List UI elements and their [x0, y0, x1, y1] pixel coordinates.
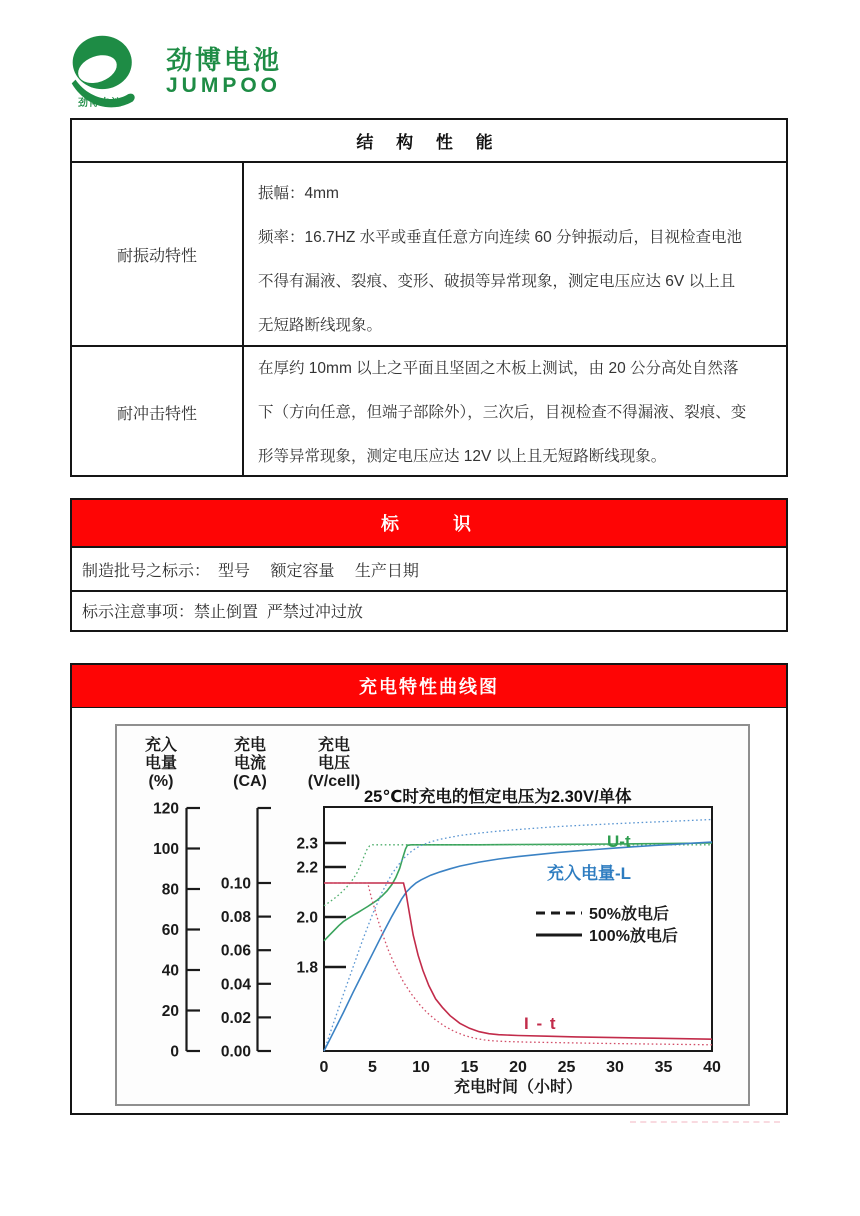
row-content-impact: 在厚约 10mm 以上之平面且坚固之木板上测试，由 20 公分高处自然落 下（方向任意，但端子部除外），三次后，目视检查不得漏液、裂痕、变 形等异常现象，测定电压应达 12V 以上且无短路断线现象。	[258, 360, 747, 465]
axis-current	[221, 808, 271, 1061]
row-label-vibration: 耐振动特性	[72, 163, 244, 345]
label-i-t: I - t	[524, 1014, 557, 1033]
svg-text:0.06: 0.06	[220, 942, 251, 960]
logo-small-text: 劲博电池	[78, 98, 122, 109]
axis-time	[320, 1059, 721, 1096]
label-charged-capacity: 充入电量-L	[547, 864, 632, 883]
chart-title: 25℃时充电的恒定电压为2.30V/单体	[364, 788, 632, 806]
brand-text	[166, 46, 282, 98]
svg-text:(V/cell): (V/cell)	[307, 773, 361, 790]
svg-text:0.00: 0.00	[220, 1043, 251, 1061]
svg-text:1.8: 1.8	[296, 959, 318, 977]
company-logo	[64, 28, 364, 114]
svg-text:40: 40	[161, 962, 179, 980]
structure-table-title: 结 构 性 能	[72, 120, 786, 163]
svg-text:0: 0	[170, 1043, 179, 1061]
svg-text:充电: 充电	[233, 737, 267, 754]
row-label-impact: 耐冲击特性	[72, 347, 244, 477]
svg-text:20: 20	[509, 1059, 527, 1076]
marking-table	[70, 498, 788, 632]
charging-curve-title: 充电特性曲线图	[72, 665, 786, 708]
charging-curve-panel	[115, 724, 750, 1106]
x-axis-title: 充电时间（小时）	[453, 1079, 583, 1096]
marking-table-title: 标 识	[72, 500, 786, 548]
svg-text:60: 60	[161, 922, 179, 939]
table-row	[72, 163, 786, 347]
svg-text:0.10: 0.10	[220, 875, 251, 893]
svg-text:25: 25	[557, 1059, 576, 1076]
marking-row-batch: 制造批号之标示： 型号 额定容量 生产日期	[72, 548, 786, 592]
svg-text:2.2: 2.2	[296, 859, 318, 877]
svg-text:30: 30	[606, 1059, 624, 1076]
brand-name-cn: 劲博电池	[166, 45, 283, 75]
svg-text:0.04: 0.04	[220, 976, 251, 994]
structure-performance-table	[70, 118, 788, 477]
svg-text:5: 5	[368, 1059, 377, 1076]
svg-text:充电: 充电	[317, 737, 351, 754]
svg-text:0: 0	[319, 1059, 329, 1076]
svg-text:充入: 充入	[144, 737, 178, 754]
svg-text:电流: 电流	[233, 755, 267, 772]
brand-name-en: JUMPOO	[166, 74, 282, 97]
svg-text:50%放电后: 50%放电后	[589, 906, 670, 923]
svg-text:80: 80	[161, 881, 179, 899]
charging-curve-chart	[117, 726, 748, 1104]
svg-text:35: 35	[654, 1059, 673, 1076]
svg-text:40: 40	[703, 1059, 721, 1076]
axis-header-labels	[145, 735, 360, 790]
charging-curve-section	[70, 663, 788, 1115]
svg-text:电量: 电量	[144, 755, 178, 772]
svg-text:2.0: 2.0	[296, 909, 318, 927]
faint-watermark-dashes	[630, 1121, 780, 1123]
svg-text:120: 120	[153, 800, 179, 818]
svg-text:(CA): (CA)	[233, 773, 267, 790]
svg-text:100%放电后: 100%放电后	[589, 928, 678, 945]
marking-row-caution: 标示注意事项：禁止倒置 严禁过冲过放	[82, 603, 363, 621]
svg-text:2.3: 2.3	[296, 835, 318, 853]
svg-text:0.08: 0.08	[220, 909, 251, 927]
row-content-vibration: 振幅：4mm 频率：16.7HZ 水平或垂直任意方向连续 60 分钟振动后，目视检查电池 不得有漏液、裂痕、变形、破损等异常现象，测定电压应达 6V 以上且 无短路断线现象。	[258, 185, 742, 334]
svg-text:10: 10	[412, 1059, 430, 1076]
svg-text:电压: 电压	[317, 755, 351, 772]
svg-text:20: 20	[161, 1003, 179, 1020]
svg-text:(%): (%)	[148, 773, 174, 790]
table-row	[72, 347, 786, 477]
svg-text:15: 15	[460, 1059, 479, 1076]
svg-text:100: 100	[153, 841, 179, 858]
axis-capacity	[153, 801, 200, 1061]
label-u-t: U-t	[607, 832, 631, 851]
svg-text:0.02: 0.02	[220, 1009, 251, 1027]
